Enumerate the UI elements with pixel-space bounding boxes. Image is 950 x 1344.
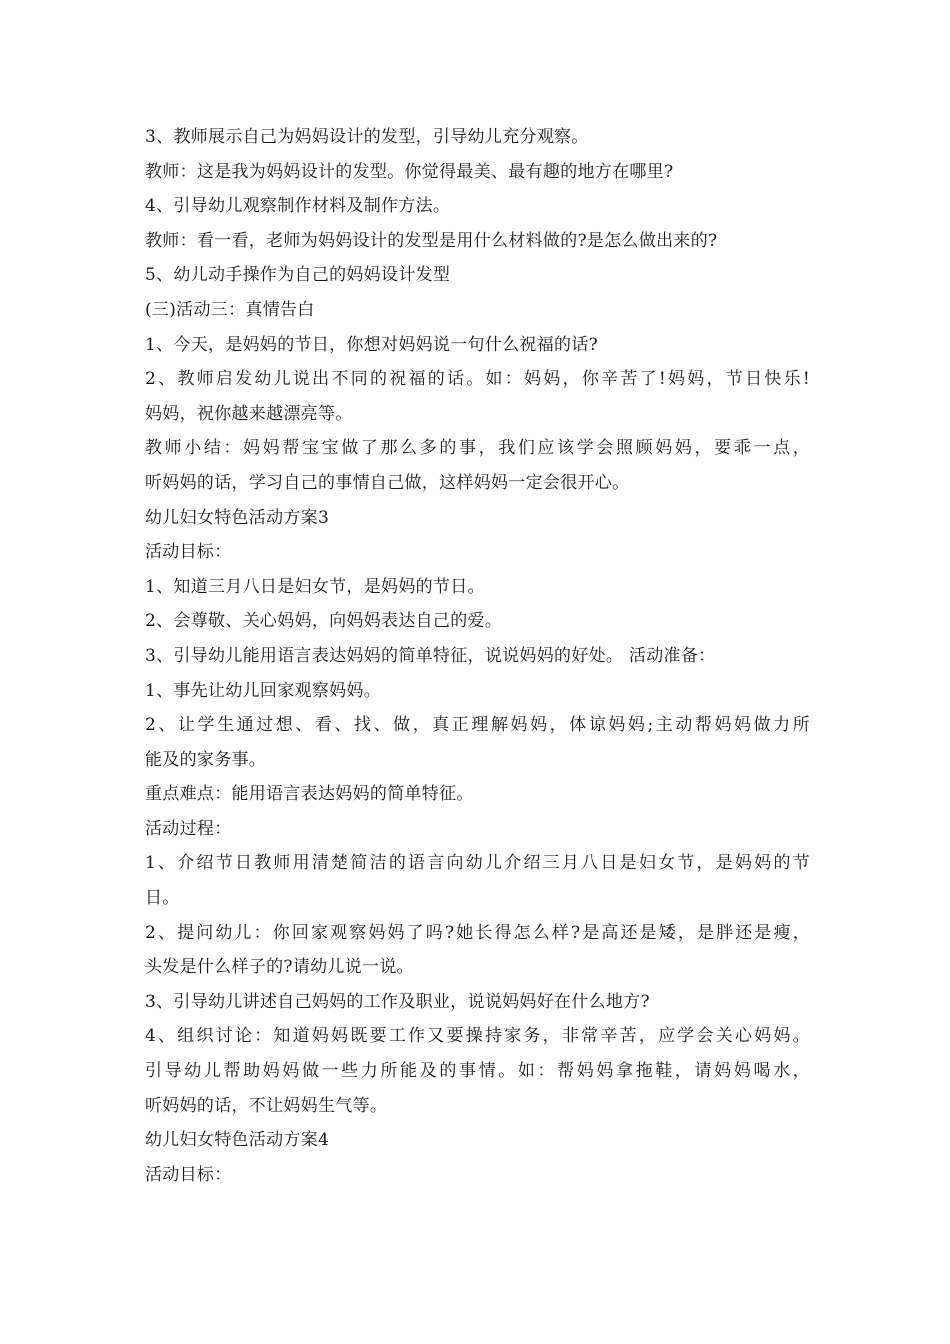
- text-line: 1、介绍节日教师用清楚简洁的语言向幼儿介绍三月八日是妇女节，是妈妈的节: [145, 853, 810, 874]
- text-line: 活动目标：: [145, 542, 232, 563]
- text-line: 1、知道三月八日是妇女节，是妈妈的节日。: [145, 576, 485, 597]
- document-body: [145, 120, 810, 1192]
- text-line: 活动目标：: [145, 1164, 232, 1185]
- text-line: 重点难点：能用语言表达妈妈的简单特征。: [145, 784, 474, 805]
- text-line: 4、组织讨论：知道妈妈既要工作又要操持家务，非常辛苦，应学会关心妈妈。: [145, 1026, 810, 1047]
- text-line: 教师：这是我为妈妈设计的发型。你觉得最美、最有趣的地方在哪里?: [145, 161, 674, 182]
- text-line: 3、引导幼儿能用语言表达妈妈的简单特征，说说妈妈的好处。 活动准备：: [145, 645, 716, 666]
- text-line: 日。: [145, 888, 180, 909]
- text-line: 教师小结：妈妈帮宝宝做了那么多的事，我们应该学会照顾妈妈，要乖一点，: [145, 438, 810, 459]
- text-line: 能及的家务事。: [145, 749, 267, 770]
- text-line: 引导幼儿帮助妈妈做一些力所能及的事情。如：帮妈妈拿拖鞋，请妈妈喝水，: [145, 1061, 810, 1082]
- text-line: 2、会尊敬、关心妈妈，向妈妈表达自己的爱。: [145, 611, 503, 632]
- text-line: 听妈妈的话，不让妈妈生气等。: [145, 1095, 388, 1116]
- text-line: 2、教师启发幼儿说出不同的祝福的话。如：妈妈，你辛苦了!妈妈，节日快乐!: [145, 369, 810, 390]
- text-line: 幼儿妇女特色活动方案4: [145, 1130, 330, 1151]
- text-line: 妈妈，祝你越来越漂亮等。: [145, 403, 353, 424]
- text-line: 2、提问幼儿：你回家观察妈妈了吗?她长得怎么样?是高还是矮，是胖还是瘦，: [145, 922, 810, 943]
- text-line: 听妈妈的话，学习自己的事情自己做，这样妈妈一定会很开心。: [145, 472, 630, 493]
- text-line: 4、引导幼儿观察制作材料及制作方法。: [145, 196, 451, 217]
- text-line: 3、教师展示自己为妈妈设计的发型，引导幼儿充分观察。: [145, 127, 589, 147]
- text-line: 幼儿妇女特色活动方案3: [145, 507, 330, 528]
- text-line: 1、今天，是妈妈的节日，你想对妈妈说一句什么祝福的话?: [145, 334, 599, 355]
- text-line: (三)活动三：真情告白: [145, 299, 315, 320]
- text-line: 头发是什么样子的?请幼儿说一说。: [145, 957, 414, 978]
- text-line: 教师：看一看，老师为妈妈设计的发型是用什么材料做的?是怎么做出来的?: [145, 230, 718, 251]
- text-line: 3、引导幼儿讲述自己妈妈的工作及职业，说说妈妈好在什么地方?: [145, 991, 650, 1012]
- text-line: 1、事先让幼儿回家观察妈妈。: [145, 680, 382, 701]
- text-line: 5、幼儿动手操作为自己的妈妈设计发型: [145, 265, 451, 286]
- text-line: 活动过程：: [145, 818, 232, 839]
- text-line: 2、让学生通过想、看、找、做，真正理解妈妈，体谅妈妈;主动帮妈妈做力所: [145, 715, 810, 736]
